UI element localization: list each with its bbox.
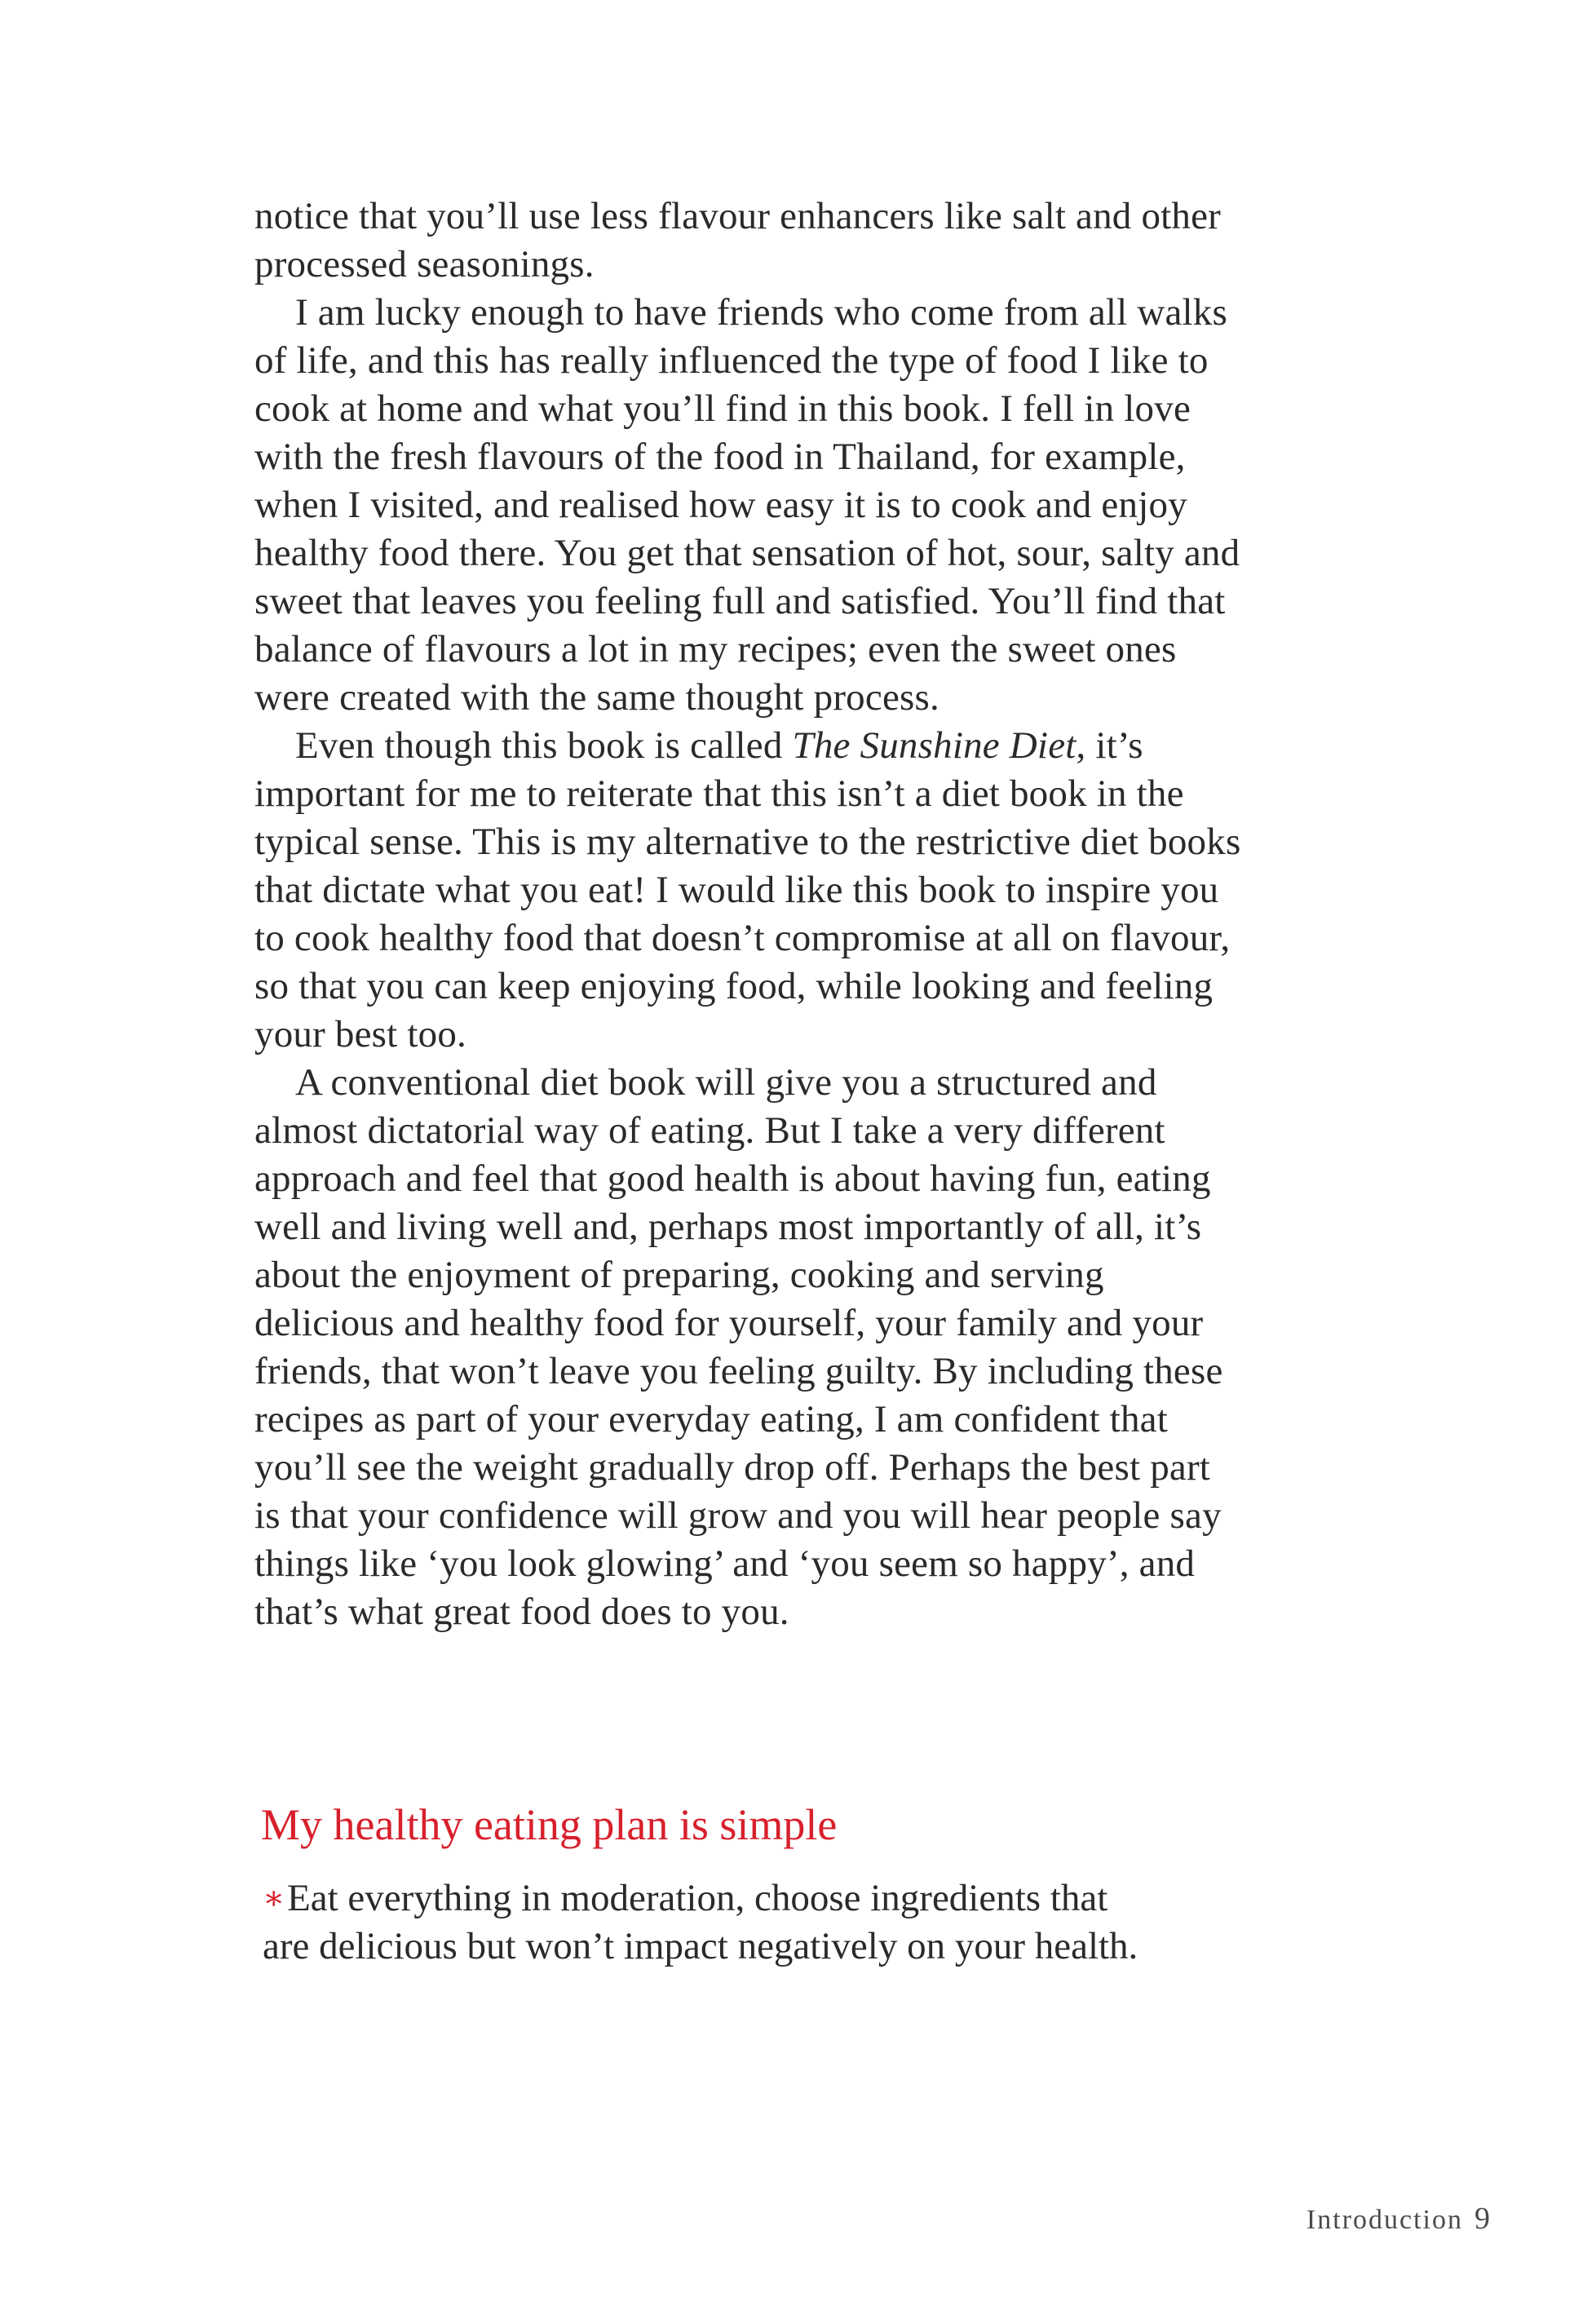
section-heading: My healthy eating plan is simple bbox=[261, 1800, 838, 1849]
list-item: ∗Eat everything in moderation, choose ingredients that are delicious but won’t impact negatively on your health. bbox=[263, 1874, 1160, 1971]
paragraph-2: I am lucky enough to have friends who come from all walks of life, and this has really influenced the type of food I like to cook at home and what you’ll find in this book. I fell in love with the fresh flavours of the food in Thailand, for example, when I visited, and realised how easy it is to cook and enjoy healthy food there. You get that sensation of hot, sour, salty and sweet that leaves you feeling full and satisfied. You’ll find that balance of flavours a lot in my recipes; even the sweet ones were created with the same thought process. bbox=[254, 291, 1240, 719]
paragraph-4: A conventional diet book will give you a structured and almost dictatorial way of eating. But I take a very different approach and feel that good health is about having fun, eating well and living well and, perhaps most importantly of all, it’s about the enjoyment of preparing, cooking and serving delicious and healthy food for yourself, your family and your friends, that won’t leave you feeling guilty. By including these recipes as part of your everyday eating, I am confident that you’ll see the weight gradually drop off. Perhaps the best part is that your confidence will grow and you will hear people say things like ‘you look glowing’ and ‘you seem so happy’, and that’s what great food does to you. bbox=[254, 1061, 1223, 1633]
body-text bbox=[254, 192, 1241, 1636]
page-number: 9 bbox=[1474, 2202, 1490, 2236]
paragraph-1: notice that you’ll use less flavour enhancers like salt and other processed seasonings. bbox=[254, 195, 1222, 285]
page-footer bbox=[1306, 2201, 1490, 2237]
bullet-list bbox=[263, 1874, 1160, 1971]
book-title-italic: The Sunshine Diet bbox=[792, 724, 1077, 767]
paragraph-3: Even though this book is called The Sunshine Diet, it’s important for me to reiterate that this isn’t a diet book in the typical sense. This is my alternative to the restrictive diet books that dictate what you eat! I would like this book to inspire you to cook healthy food that doesn’t compromise at all on flavour, so that you can keep enjoying food, while looking and feeling your best too. bbox=[254, 724, 1241, 1055]
footer-section-name: Introduction bbox=[1306, 2205, 1463, 2235]
asterisk-bullet-icon: ∗ bbox=[263, 1879, 285, 1916]
